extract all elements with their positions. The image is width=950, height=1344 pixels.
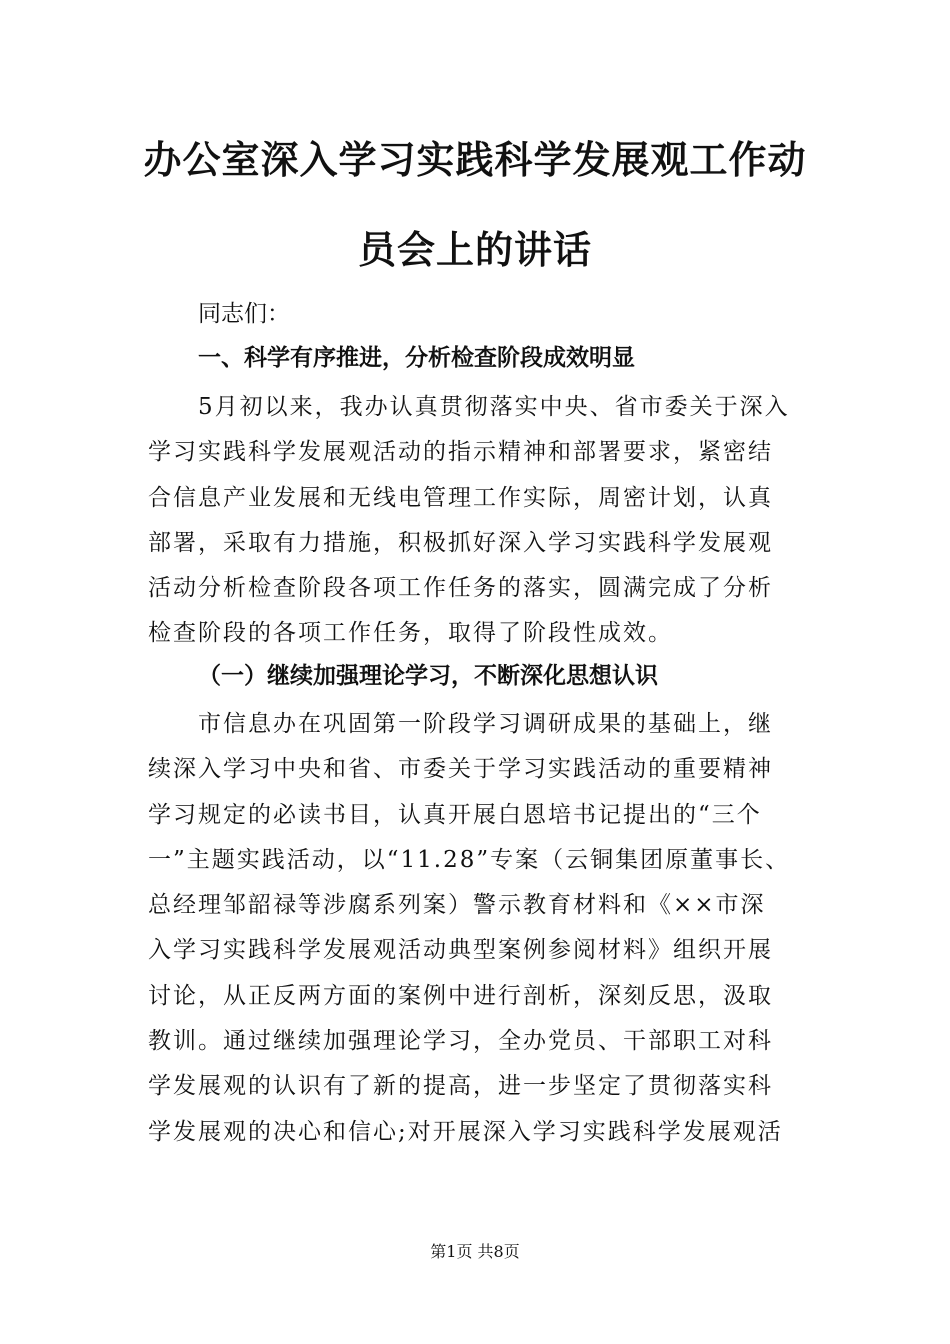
paragraph-2-line: 市信息办在巩固第一阶段学习调研成果的基础上，继 <box>198 711 773 737</box>
section-heading-1: 一、科学有序推进，分析检查阶段成效明显 <box>198 345 635 371</box>
paragraph-2-line: 学发展观的认识有了新的提高，进一步坚定了贯彻落实科 <box>148 1073 773 1100</box>
paragraph-2-line: 入学习实践科学发展观活动典型案例参阅材料》组织开展 <box>148 937 773 964</box>
paragraph-1-line: 合信息产业发展和无线电管理工作实际，周密计划，认真 <box>148 484 773 511</box>
paragraph-2-line: 学习规定的必读书目，认真开展白恩培书记提出的“三个 <box>148 801 762 828</box>
salutation: 同志们： <box>198 301 290 327</box>
document-title-line-2: 员会上的讲话 <box>357 227 592 272</box>
paragraph-1-line: 活动分析检查阶段各项工作任务的落实，圆满完成了分析 <box>148 575 773 602</box>
paragraph-2 <box>148 702 808 1155</box>
paragraph-1 <box>148 385 808 657</box>
paragraph-1-line: 部署，采取有力措施，积极抓好深入学习实践科学发展观 <box>148 529 773 556</box>
subsection-heading-1: （一）继续加强理论学习，不断深化思想认识 <box>198 663 658 689</box>
paragraph-2-line: 续深入学习中央和省、市委关于学习实践活动的重要精神 <box>148 756 773 783</box>
paragraph-2-line: 一”主题实践活动，以“11.28”专案（云铜集团原董事长、 <box>148 846 791 873</box>
paragraph-2-line: 讨论，从正反两方面的案例中进行剖析，深刻反思，汲取 <box>148 982 773 1009</box>
paragraph-1-line: 检查阶段的各项工作任务，取得了阶段性成效。 <box>148 620 673 647</box>
paragraph-2-line: 总经理邹韶禄等涉腐系列案）警示教育材料和《××市深 <box>148 892 766 919</box>
paragraph-1-line: 学习实践科学发展观活动的指示精神和部署要求，紧密结 <box>148 439 773 466</box>
paragraph-2-line: 教训。通过继续加强理论学习，全办党员、干部职工对科 <box>148 1028 773 1055</box>
paragraph-1-line: 5月初以来，我办认真贯彻落实中央、省市委关于深入 <box>198 394 790 420</box>
paragraph-2-line: 学发展观的决心和信心;对开展深入学习实践科学发展观活 <box>148 1118 783 1145</box>
page-footer: 第1页 共8页 <box>430 1242 520 1261</box>
document-title-line-1: 办公室深入学习实践科学发展观工作动 <box>143 137 807 182</box>
